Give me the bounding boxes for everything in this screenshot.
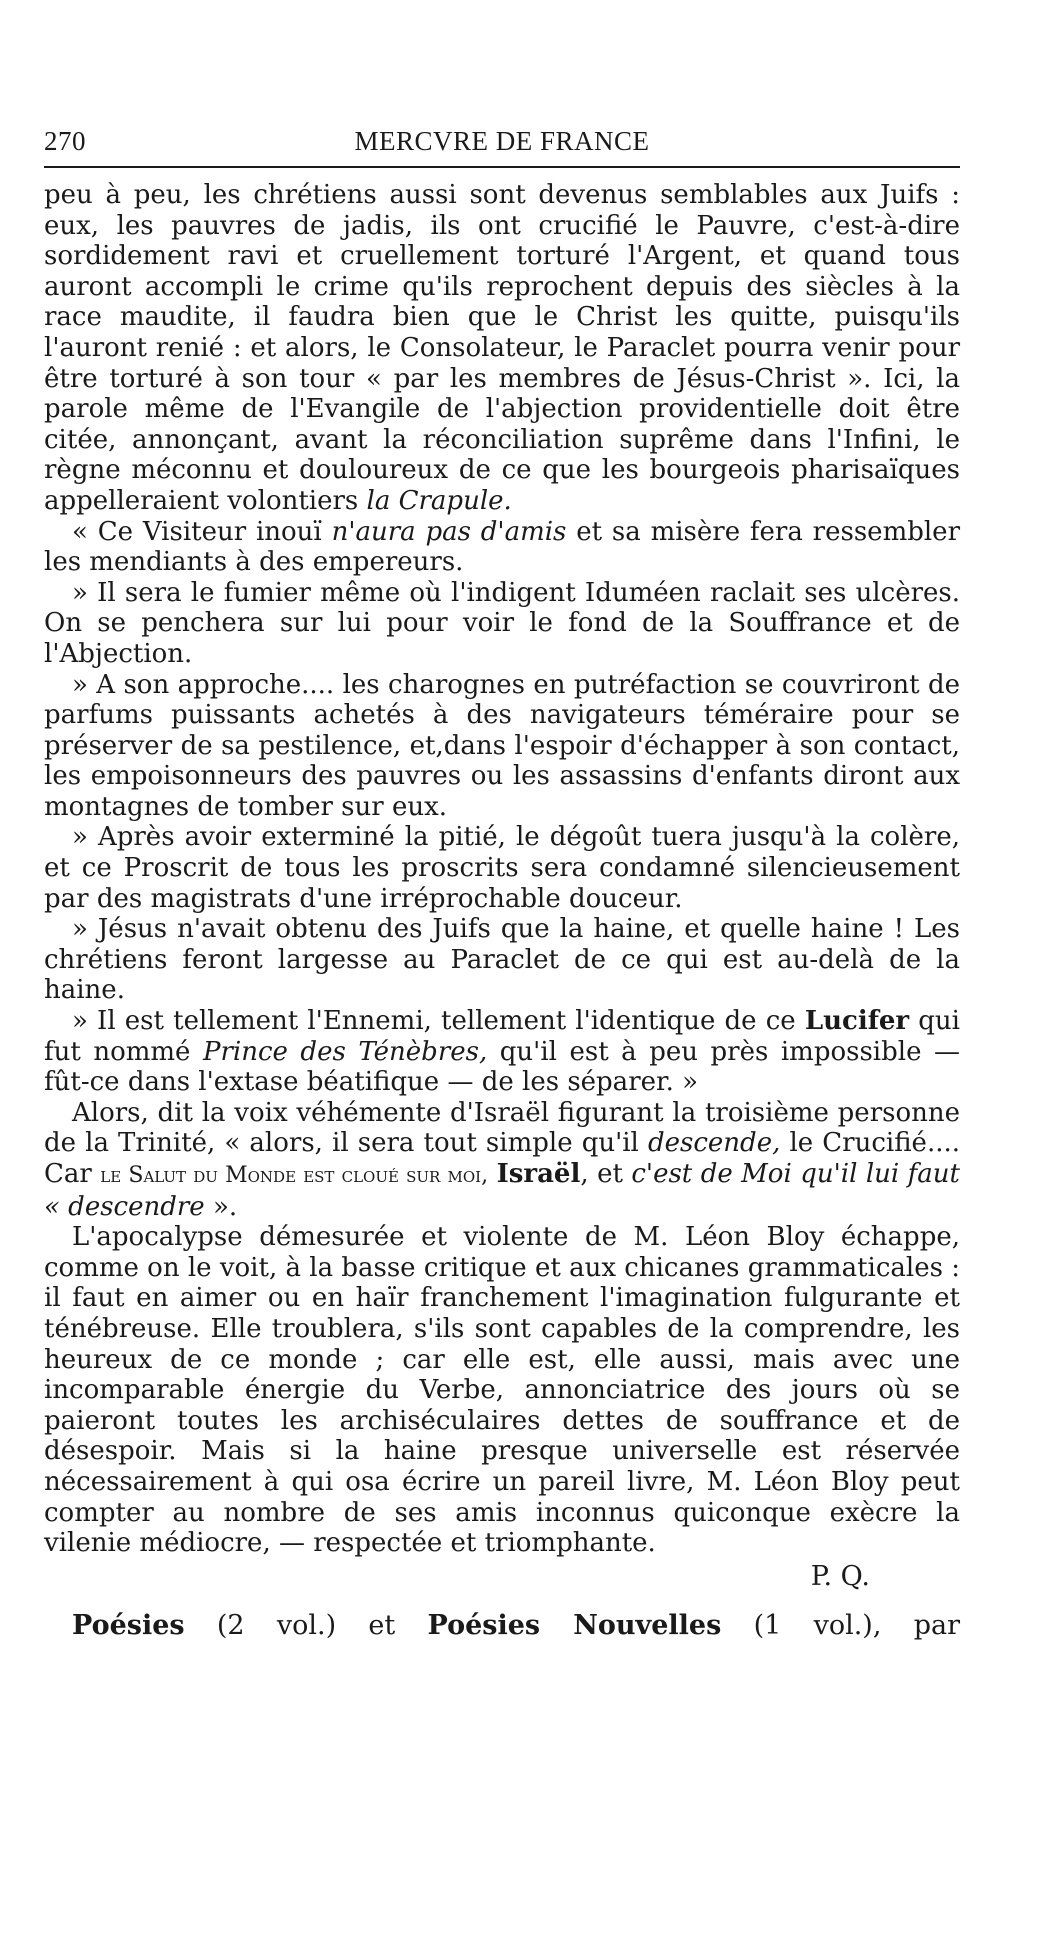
author-signature: P. Q. [810, 1560, 870, 1592]
header-rule [44, 166, 960, 168]
paragraph-1: peu à peu, les chrétiens aussi sont devenus semblables aux Juifs : eux, les pauvres de jadis, ils ont crucifié le Pauvre, c'est-à-dire sordidement ravi et cruellement torturé l'Argent, et quand tous auront accompli le crime qu'ils reprochent depuis des siècles à la race maudite, il faudra bien que le Christ les quitte, puisqu'ils l'auront renié : et alors, le Consolateur, le Paraclet pourra venir pour être torturé à son tour « par les membres de Jésus-Christ ». Ici, la parole même de l'Evangile de l'abjection providentielle doit être citée, annonçant, avant la réconciliation suprême dans l'Infini, le règne méconnu et douloureux de ce que les bourgeois pharisaïques appelleraient volontiers la Crapule. [44, 180, 960, 516]
paragraph-5: » Après avoir exterminé la pitié, le dégoût tuera jusqu'à la colère, et ce Proscrit de tous les proscrits sera condamné silencieusement par des magistrats d'une irréprochable douceur. [44, 822, 960, 914]
next-entry-line: Poésies (2 vol.) et Poésies Nouvelles (1 vol.), par [72, 1609, 960, 1641]
paragraph-3: » Il sera le fumier même où l'indigent Iduméen raclait ses ulcères. On se penchera sur lui pour voir le fond de la Souffrance et de l'Abjection. [44, 577, 960, 669]
paragraph-8: Alors, dit la voix véhémente d'Israël figurant la troisième personne de la Trinité, « alors, il sera tout simple qu'il descende, le Crucifié.... Car le Salut du Monde est cloué sur moi, Israël, et c'est de Moi qu'il lui faut « descendre ». [44, 1097, 961, 1222]
page-header [44, 118, 960, 162]
running-title: MERCVRE DE FRANCE [354, 126, 650, 156]
paragraph-4: » A son approche.... les charognes en putréfaction se couvriront de parfums puissants achetés à des navigateurs téméraire pour se préserver de sa pestilence, et,dans l'espoir d'échapper à son contact, les empoisonneurs des pauvres ou les assassins d'enfants diront aux montagnes de tomber sur eux. [44, 669, 960, 822]
document-page [44, 118, 960, 1643]
paragraph-9: L'apocalypse démesurée et violente de M. Léon Bloy échappe, comme on le voit, à la basse critique et aux chicanes grammaticales : il faut en aimer ou en haïr franchement l'imagination fulgurante et ténébreuse. Elle troublera, s'ils sont capables de la comprendre, les heureux de ce monde ; car elle est, elle aussi, mais avec une incomparable énergie du Verbe, annonciatrice des jours où se paieront toutes les archiséculaires dettes de souffrance et de désespoir. Mais si la haine presque universelle est réservée nécessairement à qui osa écrire un pareil livre, M. Léon Bloy peut compter au nombre de ses amis inconnus quiconque exècre la vilenie médiocre, — respectée et triomphante. [44, 1222, 960, 1559]
page-number: 270 [44, 126, 86, 156]
paragraph-6: » Jésus n'avait obtenu des Juifs que la haine, et quelle haine ! Les chrétiens feront largesse au Paraclet de ce qui est au-delà de la haine. [44, 914, 960, 1006]
paragraph-2: « Ce Visiteur inouï n'aura pas d'amis et sa misère fera ressembler les mendiants à des empereurs. [44, 516, 960, 578]
article-body [44, 180, 960, 1559]
paragraph-7: » Il est tellement l'Ennemi, tellement l'identique de ce Lucifer qui fut nommé Prince des Ténèbres, qu'il est à peu près impossible — fût-ce dans l'extase béatifique — de les séparer. » [44, 1006, 960, 1098]
